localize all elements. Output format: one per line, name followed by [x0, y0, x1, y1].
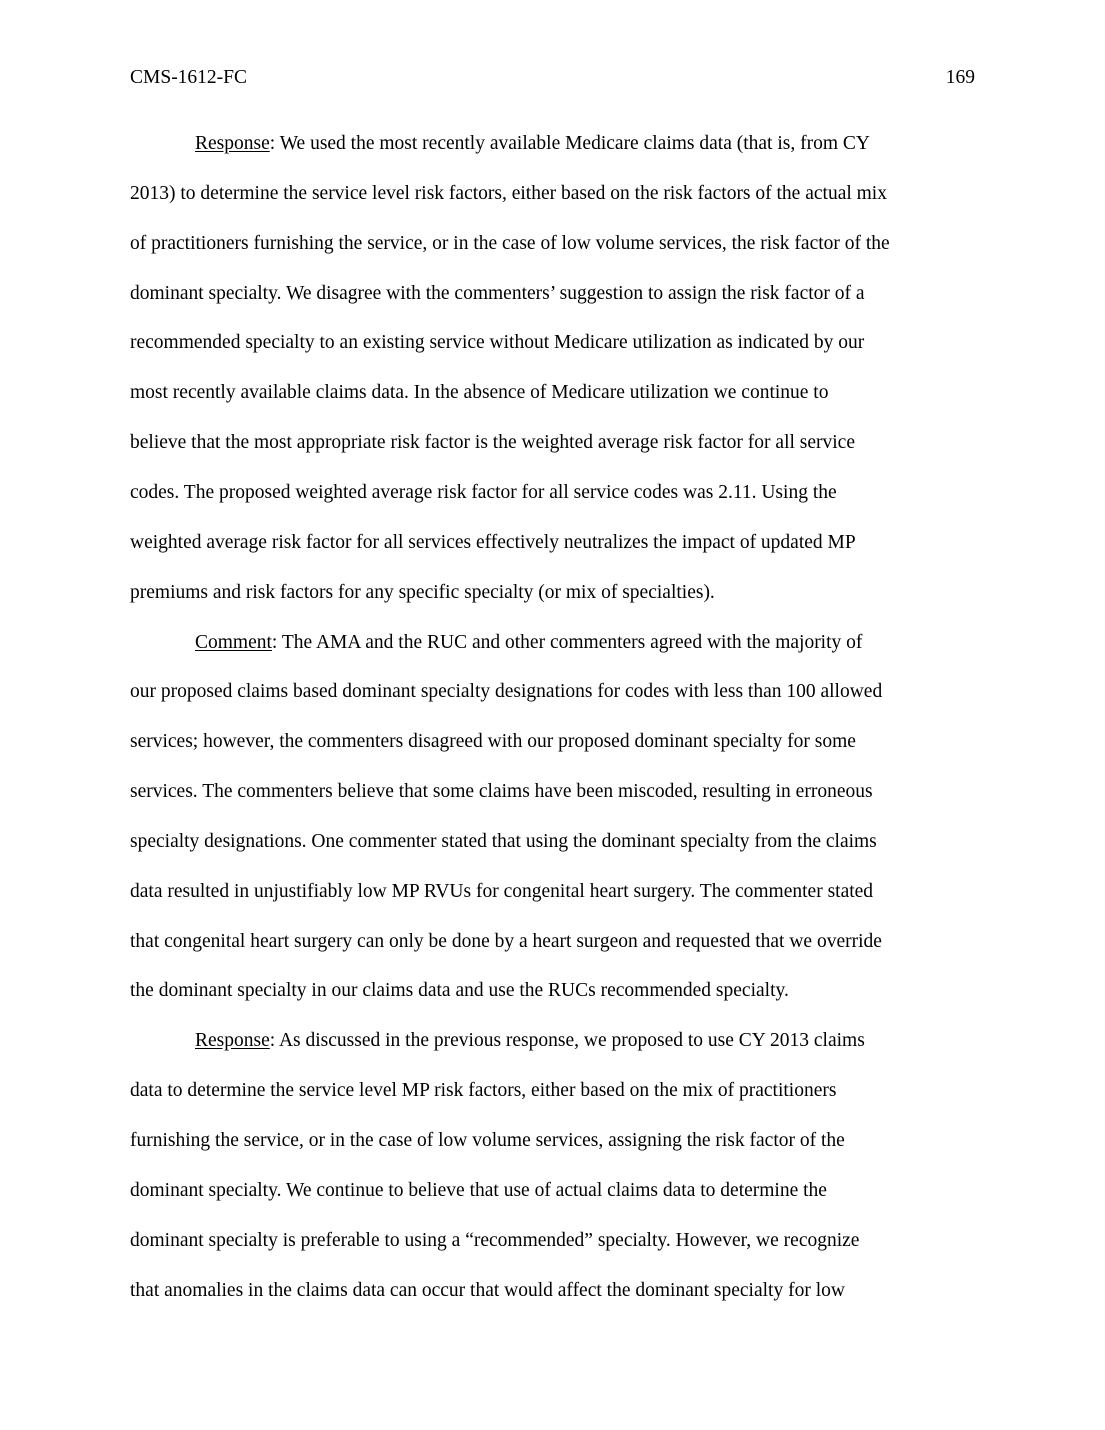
line-text: that anomalies in the claims data can occur that would affect the dominant specialty for low	[130, 1279, 845, 1301]
paragraph-lead-label: Response	[195, 1030, 270, 1052]
line-text: data to determine the service level MP risk factors, either based on the mix of practitioners	[130, 1080, 837, 1102]
line-text: dominant specialty is preferable to using a “recommended” specialty. However, we recognize	[130, 1229, 860, 1251]
line-text: believe that the most appropriate risk factor is the weighted average risk factor for all service	[130, 432, 855, 454]
line-text: specialty designations. One commenter stated that using the dominant specialty from the claims	[130, 830, 877, 852]
text-line	[195, 631, 862, 655]
text-line	[195, 132, 870, 156]
text-line	[130, 481, 837, 505]
paragraph-lead-label: Comment	[195, 631, 272, 653]
page-number: 169	[945, 67, 975, 88]
line-text: : As discussed in the previous response, we proposed to use CY 2013 claims	[269, 1030, 865, 1052]
text-line	[130, 830, 877, 854]
line-text: weighted average risk factor for all services effectively neutralizes the impact of updated MP	[130, 531, 856, 553]
line-text: most recently available claims data. In the absence of Medicare utilization we continue to	[130, 382, 829, 404]
text-line	[130, 780, 873, 804]
line-text: services. The commenters believe that some claims have been miscoded, resulting in erroneous	[130, 781, 873, 803]
line-text: recommended specialty to an existing service without Medicare utilization as indicated by our	[130, 332, 865, 354]
text-line	[130, 1279, 845, 1303]
text-line	[130, 282, 865, 306]
line-text: data resulted in unjustifiably low MP RVUs for congenital heart surgery. The commenter stated	[130, 880, 874, 902]
line-text: codes. The proposed weighted average risk factor for all service codes was 2.11. Using the	[130, 481, 837, 503]
line-text: : The AMA and the RUC and other commenters agreed with the majority of	[271, 631, 863, 653]
text-line	[130, 531, 856, 555]
text-line	[130, 581, 715, 605]
text-line	[130, 730, 856, 754]
text-line	[130, 680, 882, 704]
document-id: CMS-1612-FC	[130, 67, 248, 88]
text-line	[130, 381, 828, 405]
line-text: dominant specialty. We continue to believe that use of actual claims data to determine the	[130, 1179, 827, 1201]
text-line	[130, 232, 890, 256]
text-line	[130, 1179, 827, 1203]
line-text: furnishing the service, or in the case of low volume services, assigning the risk factor of the	[130, 1130, 845, 1151]
text-line	[130, 182, 887, 206]
text-line	[130, 930, 882, 954]
text-line	[130, 431, 855, 455]
line-text: 2013) to determine the service level risk factors, either based on the risk factors of the actual mix	[130, 182, 887, 204]
line-text: our proposed claims based dominant specialty designations for codes with less than 100 allowed	[130, 681, 883, 703]
line-text: the dominant specialty in our claims data and use the RUCs recommended specialty.	[130, 980, 789, 1002]
line-text: dominant specialty. We disagree with the commenters’ suggestion to assign the risk factor of a	[130, 282, 865, 304]
line-text: services; however, the commenters disagreed with our proposed dominant specialty for some	[130, 731, 856, 753]
text-line	[130, 331, 864, 355]
text-line	[195, 1029, 865, 1053]
line-text: premiums and risk factors for any specific specialty (or mix of specialties).	[130, 581, 715, 603]
text-line	[130, 880, 873, 904]
text-line	[130, 1129, 845, 1153]
text-line	[130, 1229, 859, 1253]
line-text: that congenital heart surgery can only be done by a heart surgeon and requested that we override	[130, 930, 882, 952]
paragraph-lead-label: Response	[195, 133, 270, 154]
text-line	[130, 979, 789, 1003]
text-line	[130, 1079, 836, 1103]
line-text: of practitioners furnishing the service, or in the case of low volume services, the risk factor of the	[130, 232, 890, 254]
line-text: : We used the most recently available Medicare claims data (that is, from CY	[269, 133, 870, 154]
